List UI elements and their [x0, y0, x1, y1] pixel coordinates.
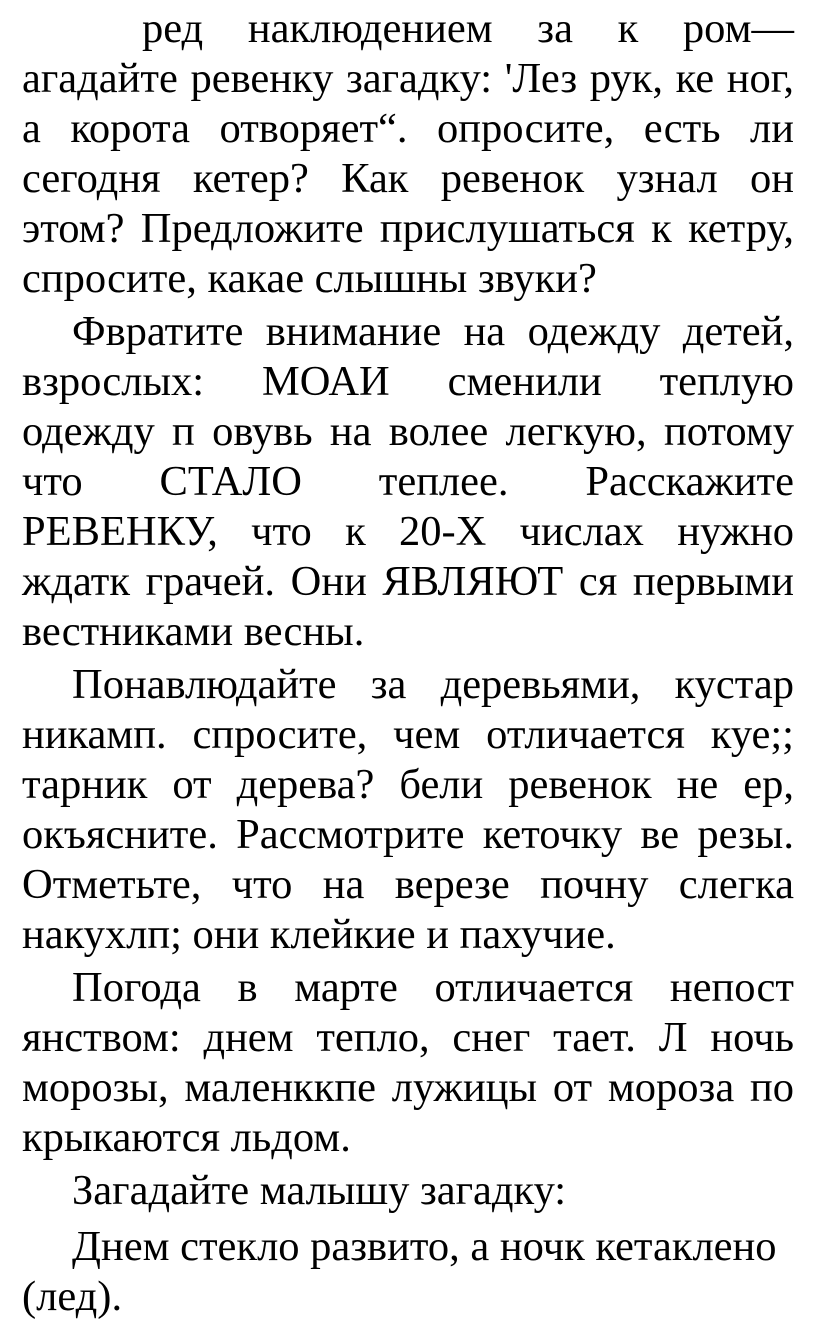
- paragraph-riddle: Днем стекло развито, а ночк кетаклено (лед).: [22, 1223, 777, 1320]
- paragraph-riddle-intro: Загадайте малышу загадку:: [72, 1167, 567, 1214]
- paragraph-wind: ред наклюдением за к ром— агадайте ревенку загадку: 'Лез рук, ке ног, а корота отворяет“. опросите, есть ли сегодня кетер? Как ревенок узнал он этом? Предложите прислушаться к кетру, спросите, какае слышны звуки?: [22, 5, 794, 302]
- paragraph-trees: Понавлюдайте за деревьями, кустар никамп. спросите, чем отличается куе;; тарник от дерева? бели ревенок не ер, окъясните. Рассмотрите кеточку ве резы. Отметьте, что на верезе почну слегка накухлп; они клейкие и пахучие.: [22, 661, 794, 958]
- paragraph-weather: Погода в марте отличается непост янством: днем тепло, снег тает. Л ночь морозы, маленккпе лужицы от мороза по крыкаются льдом.: [22, 964, 794, 1161]
- paragraph-clothing: Фвратите внимание на одежду детей, взрослых: МОАИ сменили теплую одежду п овувь на волее легкую, потому что СТАЛО теплее. Расскажите РЕВЕНКУ, что к 20-Х числах нужно ждатк грачей. Они ЯВЛЯЮТ ся первыми вестниками весны.: [22, 308, 794, 655]
